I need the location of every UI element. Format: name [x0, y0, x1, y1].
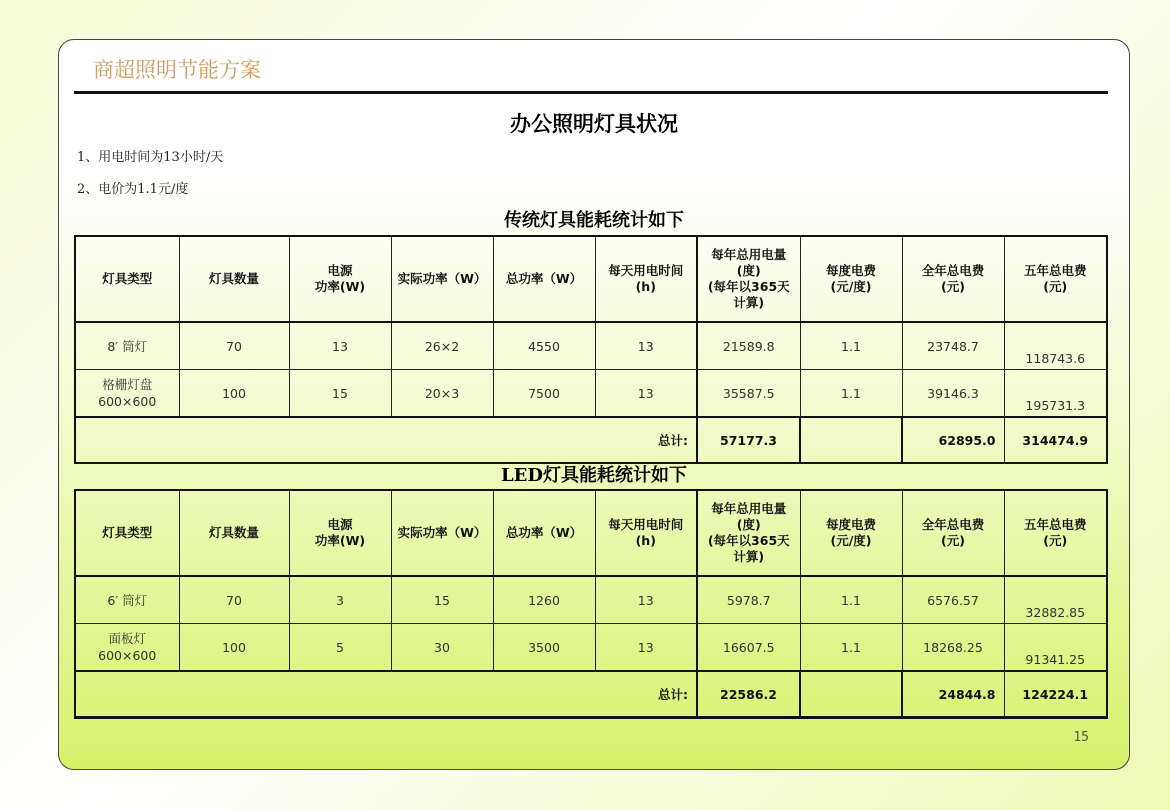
cell-unit-price: 1.1	[800, 576, 902, 624]
col-header-line: 电源	[327, 517, 353, 532]
col-header-line: 每度电费	[825, 263, 876, 278]
total-annual-cost: 62895.0	[902, 417, 1004, 463]
col-header-line: 灯具数量	[208, 271, 259, 286]
col-header-actual-power	[391, 490, 493, 576]
cell-annual-kwh: 21589.8	[697, 322, 800, 370]
col-header-line: (元/度)	[830, 533, 872, 548]
cell-total-power: 7500	[493, 370, 595, 418]
cell-type: 6′ 筒灯	[75, 576, 179, 624]
cell-actual-power: 26×2	[391, 322, 493, 370]
table-row	[75, 370, 1107, 418]
col-header-type	[75, 490, 179, 576]
col-header-line: 每天用电时间	[608, 263, 684, 278]
col-header-line: 计算)	[733, 549, 765, 564]
col-header-quantity	[179, 490, 289, 576]
col-header-annual-kwh	[697, 490, 800, 576]
cell-daily-hours: 13	[595, 576, 697, 624]
cell-quantity: 100	[179, 370, 289, 418]
col-header-line: (每年以365天	[707, 279, 790, 294]
led-header-row	[75, 490, 1107, 576]
top-rule	[74, 91, 1108, 94]
cell-power-supply: 5	[289, 624, 391, 672]
cell-total-power: 1260	[493, 576, 595, 624]
cell-quantity: 70	[179, 322, 289, 370]
col-header-line: 总功率（W）	[505, 271, 583, 286]
note-price: 2、电价为1.1元/度	[77, 182, 189, 197]
col-header-power-supply	[289, 236, 391, 322]
total-five-year-cost: 124224.1	[1004, 671, 1107, 717]
col-header-total-power	[493, 236, 595, 322]
cell-unit-price: 1.1	[800, 624, 902, 672]
cell-annual-cost: 39146.3	[902, 370, 1004, 418]
col-header-line: (元/度)	[830, 279, 872, 294]
col-header-line: 功率(W)	[314, 533, 366, 548]
cell-actual-power: 15	[391, 576, 493, 624]
total-label: 总计:	[75, 671, 697, 717]
slide	[58, 39, 1130, 770]
traditional-table	[74, 235, 1108, 464]
col-header-quantity	[179, 236, 289, 322]
cell-annual-kwh: 35587.5	[697, 370, 800, 418]
cell-five-year-cost: 91341.25	[1004, 624, 1107, 672]
cell-five-year-cost: 195731.3	[1004, 370, 1107, 418]
table-row	[75, 322, 1107, 370]
col-header-line: 五年总电费	[1023, 263, 1087, 278]
cell-unit-price: 1.1	[800, 370, 902, 418]
traditional-total-row	[75, 417, 1107, 463]
col-header-total-power	[493, 490, 595, 576]
cell-actual-power: 20×3	[391, 370, 493, 418]
note-usage-hours: 1、用电时间为13小时/天	[77, 150, 224, 165]
col-header-line: (元)	[941, 533, 965, 548]
col-header-line: 功率(W)	[314, 279, 366, 294]
total-label: 总计:	[75, 417, 697, 463]
cell-actual-power: 30	[391, 624, 493, 672]
col-header-line: (元)	[1043, 533, 1068, 548]
col-header-five-year-cost	[1004, 490, 1107, 576]
cell-total-power: 4550	[493, 322, 595, 370]
cell-annual-cost: 6576.57	[902, 576, 1004, 624]
col-header-annual-cost	[902, 490, 1004, 576]
cell-annual-kwh: 5978.7	[697, 576, 800, 624]
cell-type: 8′ 筒灯	[75, 322, 179, 370]
col-header-line: 每度电费	[825, 517, 876, 532]
traditional-rows	[75, 322, 1107, 417]
total-price-blank	[800, 671, 902, 717]
led-total-row	[75, 671, 1107, 717]
col-header-line: (每年以365天	[707, 533, 790, 548]
col-header-line: (h)	[635, 279, 656, 294]
cell-power-supply: 15	[289, 370, 391, 418]
col-header-line: 全年总电费	[921, 517, 985, 532]
col-header-line: 每年总用电量	[711, 501, 787, 516]
table-row	[75, 624, 1107, 672]
cell-daily-hours: 13	[595, 370, 697, 418]
col-header-line: 全年总电费	[921, 263, 985, 278]
led-section-title: LED灯具能耗统计如下	[501, 465, 687, 486]
cell-daily-hours: 13	[595, 624, 697, 672]
col-header-unit-price	[800, 236, 902, 322]
col-header-line: (度)	[736, 517, 761, 532]
table-row	[75, 576, 1107, 624]
col-header-daily-hours	[595, 236, 697, 322]
cell-type: 格栅灯盘 600×600	[75, 370, 179, 418]
header-title: 商超照明节能方案	[93, 58, 261, 82]
cell-annual-cost: 23748.7	[902, 322, 1004, 370]
col-header-type	[75, 236, 179, 322]
cell-daily-hours: 13	[595, 322, 697, 370]
cell-quantity: 70	[179, 576, 289, 624]
col-header-line: 计算)	[733, 295, 765, 310]
col-header-five-year-cost	[1004, 236, 1107, 322]
col-header-line: (度)	[736, 263, 761, 278]
led-table	[74, 489, 1108, 718]
col-header-line: 实际功率（W）	[397, 271, 487, 286]
col-header-power-supply	[289, 490, 391, 576]
col-header-line: 电源	[327, 263, 353, 278]
traditional-header-row	[75, 236, 1107, 322]
col-header-line: (元)	[941, 279, 965, 294]
traditional-section-title: 传统灯具能耗统计如下	[504, 210, 684, 231]
cell-annual-cost: 18268.25	[902, 624, 1004, 672]
col-header-unit-price	[800, 490, 902, 576]
total-five-year-cost: 314474.9	[1004, 417, 1107, 463]
cell-unit-price: 1.1	[800, 322, 902, 370]
total-annual-kwh: 22586.2	[697, 671, 800, 717]
col-header-line: (元)	[1043, 279, 1068, 294]
page-number: 15	[1073, 730, 1089, 745]
cell-five-year-cost: 32882.85	[1004, 576, 1107, 624]
cell-five-year-cost: 118743.6	[1004, 322, 1107, 370]
col-header-line: 五年总电费	[1023, 517, 1087, 532]
cell-annual-kwh: 16607.5	[697, 624, 800, 672]
led-rows	[75, 576, 1107, 671]
col-header-line: 灯具数量	[208, 525, 259, 540]
col-header-line: 灯具类型	[102, 525, 153, 540]
col-header-daily-hours	[595, 490, 697, 576]
total-annual-kwh: 57177.3	[697, 417, 800, 463]
cell-total-power: 3500	[493, 624, 595, 672]
col-header-annual-cost	[902, 236, 1004, 322]
col-header-line: 灯具类型	[102, 271, 153, 286]
col-header-line: 每天用电时间	[608, 517, 684, 532]
cell-power-supply: 3	[289, 576, 391, 624]
col-header-annual-kwh	[697, 236, 800, 322]
col-header-line: 实际功率（W）	[397, 525, 487, 540]
col-header-line: (h)	[635, 533, 656, 548]
col-header-line: 总功率（W）	[505, 525, 583, 540]
total-price-blank	[800, 417, 902, 463]
page-title: 办公照明灯具状况	[510, 111, 678, 136]
col-header-line: 每年总用电量	[711, 247, 787, 262]
bottom-rule	[74, 716, 1108, 719]
cell-quantity: 100	[179, 624, 289, 672]
total-annual-cost: 24844.8	[902, 671, 1004, 717]
cell-type: 面板灯 600×600	[75, 624, 179, 672]
col-header-actual-power	[391, 236, 493, 322]
cell-power-supply: 13	[289, 322, 391, 370]
